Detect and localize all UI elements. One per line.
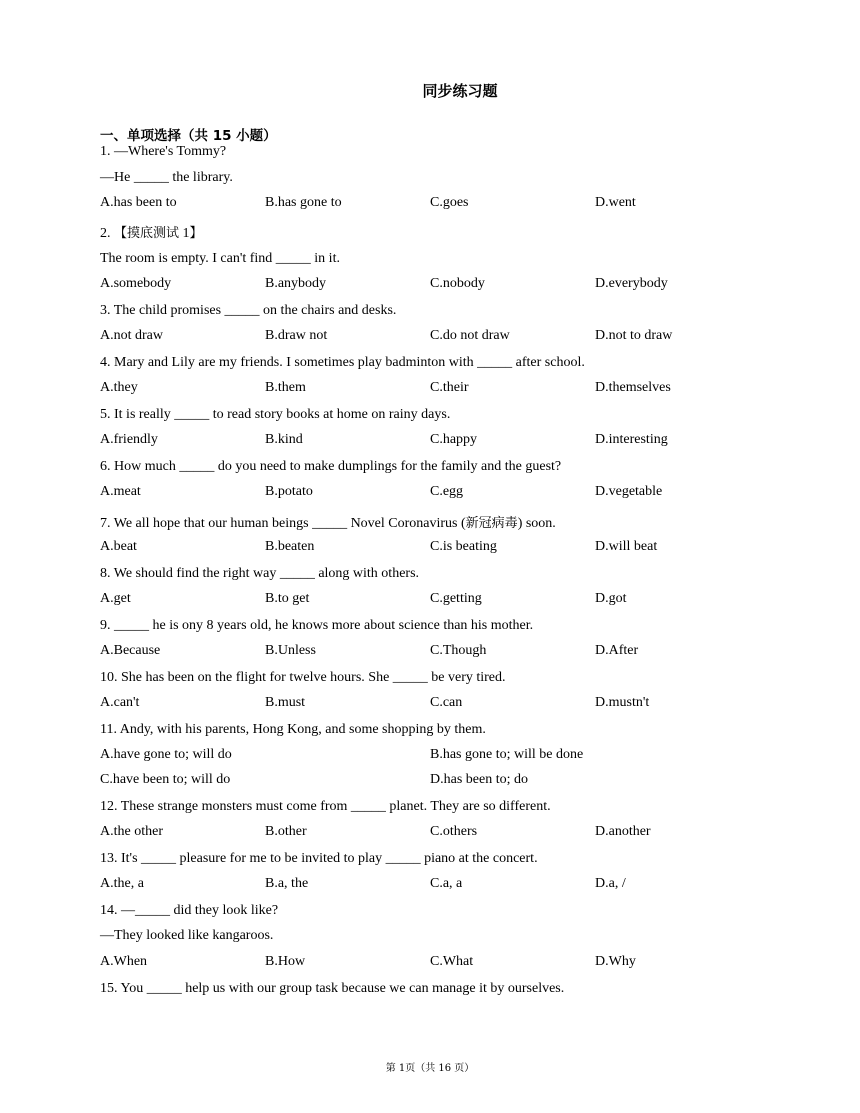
question-2-option-B[interactable]: B.anybody xyxy=(265,276,327,291)
question-10-stem-line: 10. She has been on the flight for twelve hours. She _____ be very tired. xyxy=(100,670,506,685)
question-2-stem-line: The room is empty. I can't find _____ in it. xyxy=(100,251,340,266)
question-4-stem-line: 4. Mary and Lily are my friends. I sometimes play badminton with _____ after school. xyxy=(100,355,585,370)
question-8-stem-line: 8. We should find the right way _____ along with others. xyxy=(100,566,420,581)
question-14-stem-line: —They looked like kangaroos. xyxy=(100,928,274,943)
question-3-option-D[interactable]: D.not to draw xyxy=(595,328,673,343)
question-7-option-A[interactable]: A.beat xyxy=(100,539,137,554)
question-12-option-D[interactable]: D.another xyxy=(595,824,651,839)
question-12-option-B[interactable]: B.other xyxy=(265,824,307,839)
question-12-stem-line: 12. These strange monsters must come from _____ planet. They are so different. xyxy=(100,799,551,814)
question-11-option-D[interactable]: D.has been to; do xyxy=(430,772,528,787)
question-9-option-D[interactable]: D.After xyxy=(595,643,639,658)
question-9-stem-line: 9. _____ he is ony 8 years old, he knows more about science than his mother. xyxy=(100,618,534,633)
question-14-option-A[interactable]: A.When xyxy=(100,954,148,969)
question-5-option-A[interactable]: A.friendly xyxy=(100,432,158,447)
question-15-stem-line: 15. You _____ help us with our group task because we can manage it by ourselves. xyxy=(100,981,565,996)
question-11-option-B[interactable]: B.has gone to; will be done xyxy=(430,747,584,762)
page-title: 同步练习题 xyxy=(422,82,498,100)
question-1-option-C[interactable]: C.goes xyxy=(430,195,469,210)
question-13-option-B[interactable]: B.a, the xyxy=(265,876,309,891)
section-heading: 一、单项选择（共 15 小题） xyxy=(100,128,277,144)
question-9-option-A[interactable]: A.Because xyxy=(100,643,161,658)
question-12-option-A[interactable]: A.the other xyxy=(100,824,163,839)
question-6-stem-line: 6. How much _____ do you need to make dumplings for the family and the guest? xyxy=(100,459,562,474)
question-8-option-D[interactable]: D.got xyxy=(595,591,627,606)
question-1-option-D[interactable]: D.went xyxy=(595,195,636,210)
question-3-option-A[interactable]: A.not draw xyxy=(100,328,163,343)
question-6-option-B[interactable]: B.potato xyxy=(265,484,313,499)
question-9-option-C[interactable]: C.Though xyxy=(430,643,487,658)
question-7-option-C[interactable]: C.is beating xyxy=(430,539,497,554)
question-3-option-C[interactable]: C.do not draw xyxy=(430,328,510,343)
question-10-option-C[interactable]: C.can xyxy=(430,695,463,710)
question-10-option-B[interactable]: B.must xyxy=(265,695,306,710)
question-7-stem-line: 7. We all hope that our human beings _____ Novel Coronavirus (新冠病毒) soon. xyxy=(100,516,556,531)
question-5-option-D[interactable]: D.interesting xyxy=(595,432,668,447)
question-12-option-C[interactable]: C.others xyxy=(430,824,478,839)
question-6-option-C[interactable]: C.egg xyxy=(430,484,464,499)
question-4-option-C[interactable]: C.their xyxy=(430,380,469,395)
question-10-option-A[interactable]: A.can't xyxy=(100,695,140,710)
question-1-option-A[interactable]: A.has been to xyxy=(100,195,177,210)
question-13-option-A[interactable]: A.the, a xyxy=(100,876,144,891)
question-14-option-B[interactable]: B.How xyxy=(265,954,306,969)
question-11-option-C[interactable]: C.have been to; will do xyxy=(100,772,231,787)
question-14-option-D[interactable]: D.Why xyxy=(595,954,636,969)
question-9-option-B[interactable]: B.Unless xyxy=(265,643,316,658)
question-2-stem-line: 2. 【摸底测试 1】 xyxy=(100,226,203,241)
question-14-stem-line: 14. —_____ did they look like? xyxy=(100,903,279,918)
question-2-option-D[interactable]: D.everybody xyxy=(595,276,668,291)
question-4-option-B[interactable]: B.them xyxy=(265,380,306,395)
question-6-option-D[interactable]: D.vegetable xyxy=(595,484,663,499)
question-5-stem-line: 5. It is really _____ to read story books at home on rainy days. xyxy=(100,407,451,422)
question-8-option-C[interactable]: C.getting xyxy=(430,591,482,606)
question-11-stem-line: 11. Andy, with his parents, Hong Kong, and some shopping by them. xyxy=(100,722,486,737)
question-7-option-D[interactable]: D.will beat xyxy=(595,539,658,554)
question-3-option-B[interactable]: B.draw not xyxy=(265,328,328,343)
question-10-option-D[interactable]: D.mustn't xyxy=(595,695,650,710)
question-8-option-B[interactable]: B.to get xyxy=(265,591,310,606)
question-1-stem-line: 1. —Where's Tommy? xyxy=(100,144,227,159)
question-1-stem-line: —He _____ the library. xyxy=(100,170,233,185)
question-13-stem-line: 13. It's _____ pleasure for me to be invited to play _____ piano at the concert. xyxy=(100,851,538,866)
question-2-option-A[interactable]: A.somebody xyxy=(100,276,172,291)
question-14-option-C[interactable]: C.What xyxy=(430,954,474,969)
question-5-option-B[interactable]: B.kind xyxy=(265,432,303,447)
question-8-option-A[interactable]: A.get xyxy=(100,591,131,606)
question-13-option-D[interactable]: D.a, / xyxy=(595,876,626,891)
question-1-option-B[interactable]: B.has gone to xyxy=(265,195,342,210)
question-5-option-C[interactable]: C.happy xyxy=(430,432,478,447)
question-4-option-A[interactable]: A.they xyxy=(100,380,138,395)
question-3-stem-line: 3. The child promises _____ on the chairs and desks. xyxy=(100,303,397,318)
question-7-option-B[interactable]: B.beaten xyxy=(265,539,315,554)
question-4-option-D[interactable]: D.themselves xyxy=(595,380,671,395)
question-13-option-C[interactable]: C.a, a xyxy=(430,876,463,891)
question-11-option-A[interactable]: A.have gone to; will do xyxy=(100,747,232,762)
question-2-option-C[interactable]: C.nobody xyxy=(430,276,485,291)
page-footer: 第 1页（共 16 页） xyxy=(385,1063,475,1074)
question-6-option-A[interactable]: A.meat xyxy=(100,484,141,499)
